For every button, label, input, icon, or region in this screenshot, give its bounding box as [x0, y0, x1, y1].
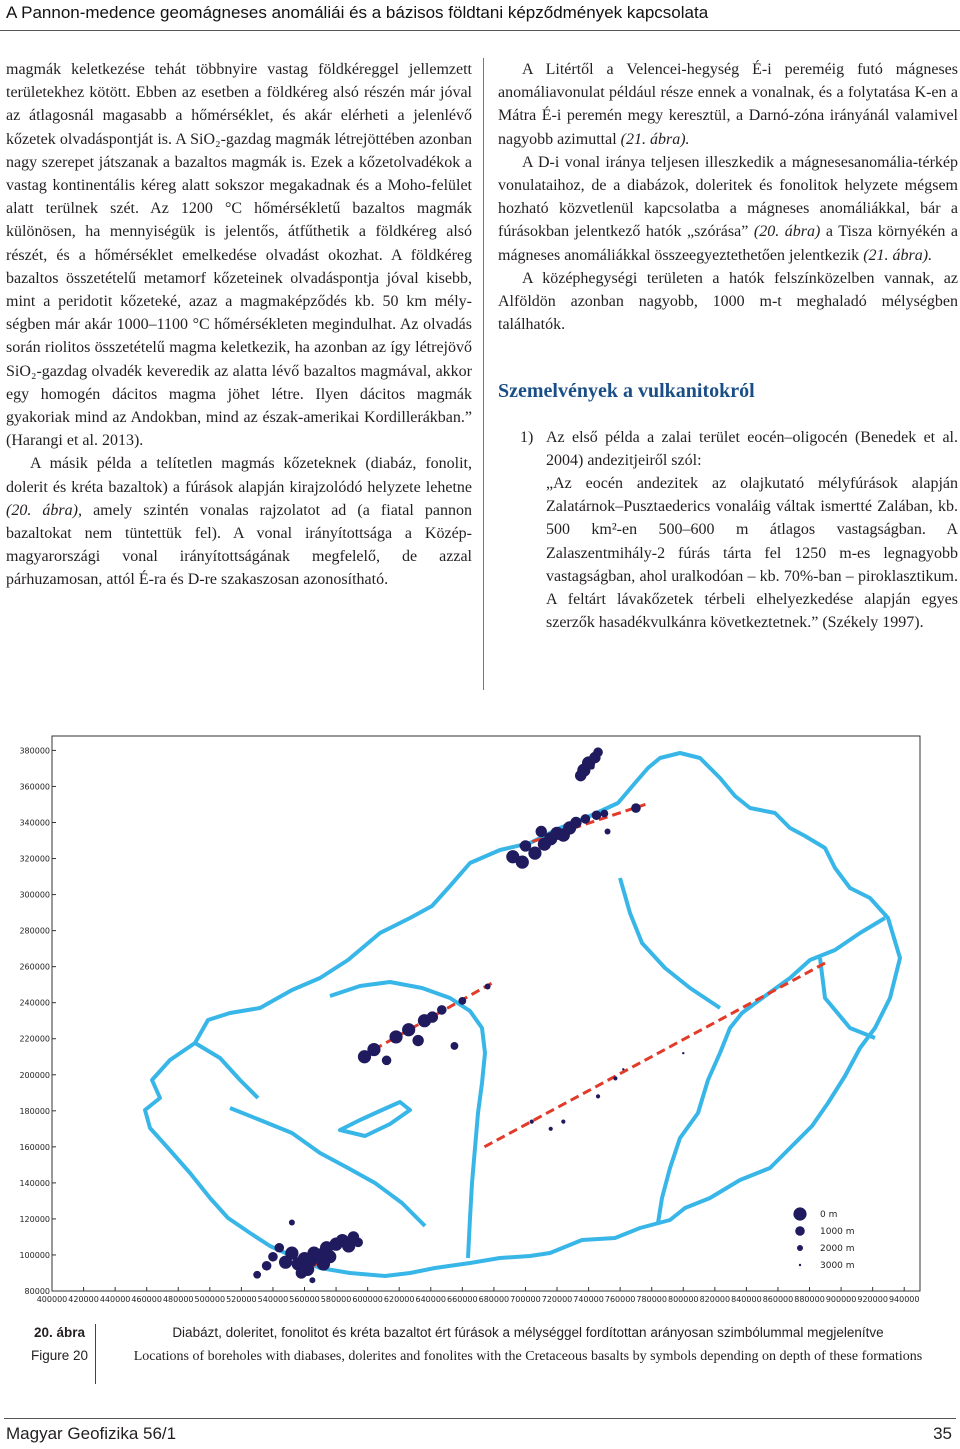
borehole-point [549, 1127, 553, 1131]
borehole-point [402, 1023, 415, 1036]
x-tick-label: 700000 [510, 1295, 541, 1304]
borehole-point [296, 1267, 307, 1278]
footer-journal: Magyar Geofizika 56/1 [6, 1424, 177, 1443]
right-column [498, 58, 958, 634]
y-tick-label: 240000 [19, 998, 50, 1008]
legend-symbol [797, 1245, 803, 1251]
borehole-point [682, 1052, 684, 1054]
text-span: a Tisza környékén a mágneses anomáliákkal összeegyeztethetően jelentkezik [498, 223, 959, 264]
figure-reference: (21. ábra). [620, 130, 690, 148]
x-tick-label: 520000 [226, 1295, 257, 1304]
x-tick-label: 600000 [352, 1295, 383, 1304]
borehole-point [382, 1056, 392, 1066]
y-tick-label: 320000 [19, 854, 50, 864]
caption-english: Locations of boreholes with diabases, dolerites and fonolites with the Cretaceous basalts by symbols depending on depth of these formations [133, 1349, 923, 1364]
section-title: Szemelvények a vulkanitokról [498, 380, 755, 403]
x-tick-label: 940000 [888, 1295, 920, 1304]
borehole-point [485, 983, 491, 989]
y-tick-label: 80000 [24, 1287, 50, 1296]
borehole-point [412, 1035, 423, 1046]
y-tick-label: 340000 [19, 818, 50, 828]
x-tick-label: 720000 [541, 1295, 573, 1304]
x-tick-label: 920000 [857, 1295, 888, 1304]
left-paragraph-1: magmák keletkezése tehát többnyire vastag földkéreggel jellemzett területekhez kötött. Ebben az esetben a földkéreg alsó részén már jóval az átlagosnál magasabb a hőmérséklet, és akár elérheti a jelenlévő kőzetek olvadáspontját is. A SiO₂-gazdag magmák létrejöttében azonban nagy szerepet játszanak a bazaltos magmák is. Ezek a kőzetolvadékok a vastag kontinentális kéreg alatt sokszor megakadnak és a Moho-felület alatt terülnek szét. Az 1200 °C hőmérsékletű bazaltos magmák különösen, ha mennyiségük is jelentős, átfűthetik a földkéreg alsó részét, és a hőmérséklet emelkedése olvadást okozhat. A földkéreg bazaltos összetételű metamorf kőzeteinek olvadáspontja jóval kisebb, mint a peridotit kőzeteké, azaz a magmaképződés kb. 50 km mélységben már akár 1000–1100 °C hőmérsékleten megindulhat. Az olvadás során riolitos összetételű magma keletkezik, ha azonban az így létrejövő SiO₂-gazdag olvadék keveredik az alatta lévő bazaltos magmával, akkor egy homogén dácitos magma jöhet létre. Ilyen dácitos magmák gyakoriak mind az Andokban, mind az észak-amerikai Kordillerákban.” (Harangi et al. 2013). [6, 61, 472, 450]
borehole-point [353, 1238, 363, 1248]
y-tick-label: 300000 [19, 890, 50, 900]
borehole-point [389, 1030, 402, 1043]
borehole-point [253, 1271, 261, 1279]
quotation [498, 472, 958, 634]
legend-symbol [799, 1264, 801, 1266]
borehole-point [437, 1005, 447, 1015]
y-tick-label: 120000 [19, 1214, 50, 1224]
x-tick-label: 580000 [320, 1295, 352, 1304]
list-item [498, 426, 958, 472]
caption-divider [95, 1324, 96, 1384]
borehole-point [289, 1220, 295, 1226]
x-tick-label: 760000 [604, 1295, 636, 1304]
legend-label: 2000 m [820, 1244, 855, 1254]
borehole-point [622, 1068, 624, 1070]
quote-text: „Az eocén andezitek az olajkutató mélyfúrások alapján Zalatárnok–Pusztaederics vonaláig váltak ismertté Zalában, kb. 500 km²-en 500–600 m átlagos vastagságban. A Zalaszentmihály-2 fúrás tárta fel 1250 m-es legnagyobb vastagságban, ahol uralkodóan – kb. 70%-ban – piroklasztikum. A feltárt lávakőzetek térbeli elhelyezkedése alapján egyes szerzők hasadékvulkánra következtetnek.” (Székely 1997). [546, 475, 958, 632]
legend-label: 3000 m [820, 1261, 855, 1271]
footer-rule [4, 1418, 956, 1419]
right-paragraph-2 [498, 151, 958, 267]
x-tick-label: 800000 [667, 1295, 699, 1304]
x-tick-label: 780000 [636, 1295, 667, 1304]
legend-symbol [793, 1207, 806, 1220]
borehole-point [631, 803, 641, 813]
y-tick-label: 100000 [19, 1250, 50, 1260]
footer-page-number: 35 [933, 1424, 952, 1443]
y-tick-label: 360000 [19, 782, 50, 792]
x-tick-label: 640000 [415, 1295, 447, 1304]
y-tick-label: 180000 [19, 1106, 50, 1116]
figure-reference: (20. ábra), [6, 501, 82, 519]
borehole-point [520, 840, 531, 851]
borehole-point [600, 810, 608, 818]
borehole-point [613, 1076, 617, 1080]
borehole-point [262, 1261, 272, 1271]
y-tick-label: 280000 [19, 926, 50, 936]
x-tick-label: 620000 [383, 1295, 415, 1304]
x-tick-label: 820000 [699, 1295, 731, 1304]
y-tick-label: 260000 [19, 962, 50, 972]
borehole-point [451, 1042, 459, 1050]
y-tick-label: 160000 [19, 1142, 50, 1152]
left-column [6, 58, 472, 592]
borehole-point [570, 817, 581, 828]
legend-label: 0 m [820, 1210, 838, 1220]
borehole-point [427, 1011, 438, 1022]
borehole-point [268, 1252, 278, 1262]
borehole-point [516, 856, 529, 869]
left-paragraph-2 [6, 452, 472, 591]
text-span: A D-i vonal iránya teljesen illeszkedik a mágnesesanomália-térkép vonulataihoz, de a diabázok, doleritek és fonolitok helyzete mégsem hozható közvetlenül kapcsolatba a mágneses anomáliákkal, bár a fúrásokban jelentkező hatók „szórása” [498, 153, 958, 241]
running-header [0, 0, 960, 31]
x-tick-label: 460000 [131, 1295, 162, 1304]
x-tick-label: 880000 [794, 1295, 825, 1304]
x-tick-label: 860000 [762, 1295, 794, 1304]
borehole-point [274, 1243, 284, 1253]
list-text: Az első példa a zalai terület eocén–oligocén (Benedek et al. 2004) andezitjeiről szól: [546, 428, 958, 469]
legend-label: 1000 m [820, 1227, 855, 1237]
y-tick-label: 220000 [19, 1034, 50, 1044]
list-number: 1) [520, 428, 534, 446]
borehole-point [593, 747, 603, 757]
borehole-point [309, 1277, 315, 1283]
x-tick-label: 560000 [289, 1295, 320, 1304]
borehole-point [536, 826, 547, 837]
column-divider [483, 58, 484, 690]
x-tick-label: 420000 [68, 1295, 99, 1304]
x-tick-label: 500000 [194, 1295, 226, 1304]
x-tick-label: 680000 [478, 1295, 510, 1304]
x-tick-label: 840000 [731, 1295, 762, 1304]
borehole-point [605, 829, 611, 835]
borehole-point [592, 810, 602, 820]
x-tick-label: 740000 [573, 1295, 604, 1304]
borehole-point [561, 1120, 565, 1124]
borehole-point [575, 770, 586, 781]
running-header-title: A Pannon-medence geomágneses anomáliái és a bázisos földtani képződmények kapcsolata [6, 3, 709, 22]
borehole-point [317, 1257, 330, 1270]
x-tick-label: 440000 [99, 1295, 131, 1304]
x-tick-label: 400000 [36, 1295, 68, 1304]
legend-symbol [795, 1226, 805, 1236]
x-tick-label: 660000 [447, 1295, 478, 1304]
figure-reference: (20. ábra) [753, 223, 821, 241]
borehole-point [596, 1094, 600, 1098]
borehole-point [581, 814, 591, 824]
text-span: A Litértől a Velencei-hegység É-i pereméig futó mágneses anomáliavonulat például része ennek a vonalnak, és a folytatása K-en a Mátra É-i peremén megy keresztül, a Darnó-zóna irányánál valamivel nagyobb azimuttal [498, 61, 958, 148]
y-tick-label: 200000 [19, 1070, 50, 1080]
right-paragraph-1 [498, 58, 958, 151]
borehole-point [367, 1043, 380, 1056]
borehole-point [530, 1120, 534, 1124]
figure-number-hu: 20. ábra [34, 1325, 86, 1340]
figure-number-en: Figure 20 [31, 1348, 89, 1363]
y-axis-ticks [19, 746, 56, 1296]
right-paragraph-3: A középhegységi területen a hatók felszínközelben vannak, az Alföldön azonban nagyobb, 1000 m-t meghaladó mélységben találhatók. [498, 269, 958, 334]
y-tick-label: 380000 [19, 746, 50, 756]
figure-reference: (21. ábra). [863, 246, 933, 264]
y-tick-label: 140000 [19, 1178, 50, 1188]
x-tick-label: 540000 [257, 1295, 289, 1304]
borehole-point [458, 997, 466, 1005]
borehole-point [589, 764, 595, 770]
borehole-map-figure [19, 728, 930, 1318]
text-span: A másik példa a telítetlen magmás kőzeteknek (diabáz, fonolit, dolerit és kréta bazaltok) a fúrások alapján kirajzolódó helyzete lehetne [6, 455, 472, 496]
caption-hungarian: Diabázt, doleritet, fonolitot és kréta bazaltot ért fúrások a mélységgel fordítottan arányosan szimbólummal megjelenítve [172, 1325, 884, 1340]
x-tick-label: 900000 [825, 1295, 857, 1304]
x-tick-label: 480000 [162, 1295, 194, 1304]
text-span: amely szintén vonalas rajzolatot ad (a fiatal pannon bazaltokat nem tüntettük fel). A vonal irányítottsága a Közép-magyarországi vonal irányítottságának megfelelő, de azzal párhuzamosan, attól É-ra és D-re szakaszosan azonosítható. [6, 501, 472, 589]
